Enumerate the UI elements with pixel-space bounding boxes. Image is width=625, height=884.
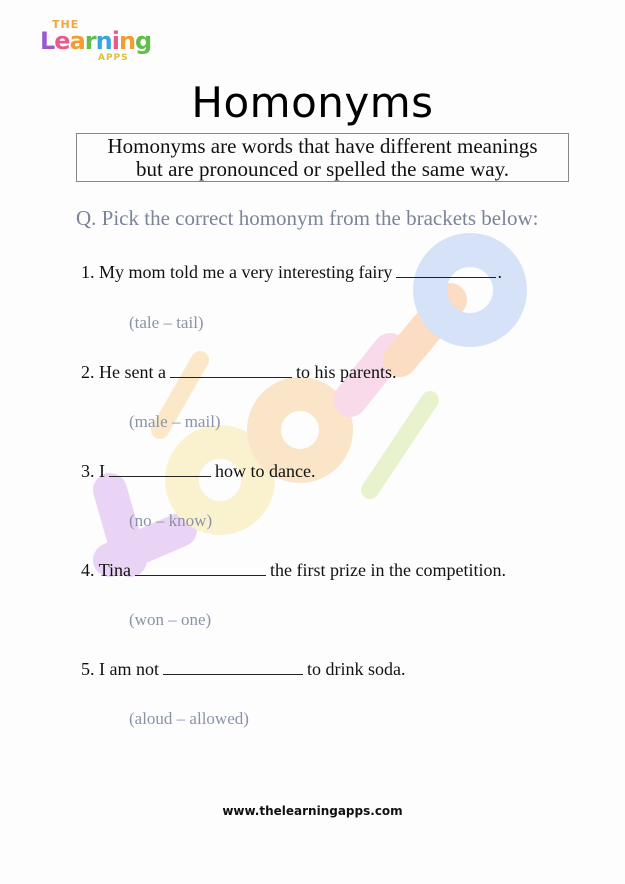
options-5: (aloud – allowed) (129, 709, 249, 728)
definition-box (76, 133, 569, 182)
question-4 (81, 560, 506, 581)
logo-letter: n (118, 27, 136, 55)
logo-apps-text: APPS (98, 53, 129, 63)
question-text-end: the first prize in the competition. (270, 560, 506, 580)
logo-letter: a (69, 27, 85, 55)
question-text: 5. I am not (81, 659, 159, 679)
question-text-end: . (497, 262, 502, 282)
logo-learning-text (40, 27, 151, 55)
logo-letter: e (54, 27, 70, 55)
answer-blank[interactable] (109, 462, 211, 477)
question-text: 4. Tina (81, 560, 132, 580)
logo-letter: i (111, 27, 119, 55)
options-4: (won – one) (129, 610, 212, 629)
definition-line-1: Homonyms are words that have different meanings (107, 134, 538, 158)
question-1 (81, 262, 502, 283)
answer-blank[interactable] (135, 561, 266, 576)
question-text-end: how to dance. (215, 461, 316, 481)
logo-letter: g (135, 27, 152, 55)
question-text: 3. I (81, 461, 105, 481)
options-3: (no – know) (129, 511, 213, 530)
question-text-end: to his parents. (295, 362, 397, 382)
question-5 (81, 659, 406, 680)
answer-blank[interactable] (170, 363, 292, 378)
instruction-text: Q. Pick the correct homonym from the brackets below: (76, 206, 539, 230)
options-2: (male – mail) (129, 412, 221, 431)
options-1: (tale – tail) (129, 313, 204, 332)
logo-letter: n (95, 27, 112, 55)
footer-website: www.thelearningapps.com (222, 804, 403, 818)
logo-letter: L (40, 27, 55, 55)
watermark-logo-icon (70, 230, 550, 650)
logo (38, 18, 152, 64)
question-text: 1. My mom told me a very interesting fairy (81, 262, 393, 282)
logo-the-text: THE (52, 18, 80, 31)
question-3 (81, 461, 315, 482)
question-2 (81, 362, 396, 383)
logo-letter: r (84, 27, 96, 55)
question-text-end: to drink soda. (307, 659, 406, 679)
definition-line-2: but are pronounced or spelled the same way. (135, 157, 509, 181)
question-text: 2. He sent a (81, 362, 166, 382)
answer-blank[interactable] (163, 660, 303, 675)
answer-blank[interactable] (396, 263, 496, 278)
page-title: Homonyms (191, 78, 434, 127)
